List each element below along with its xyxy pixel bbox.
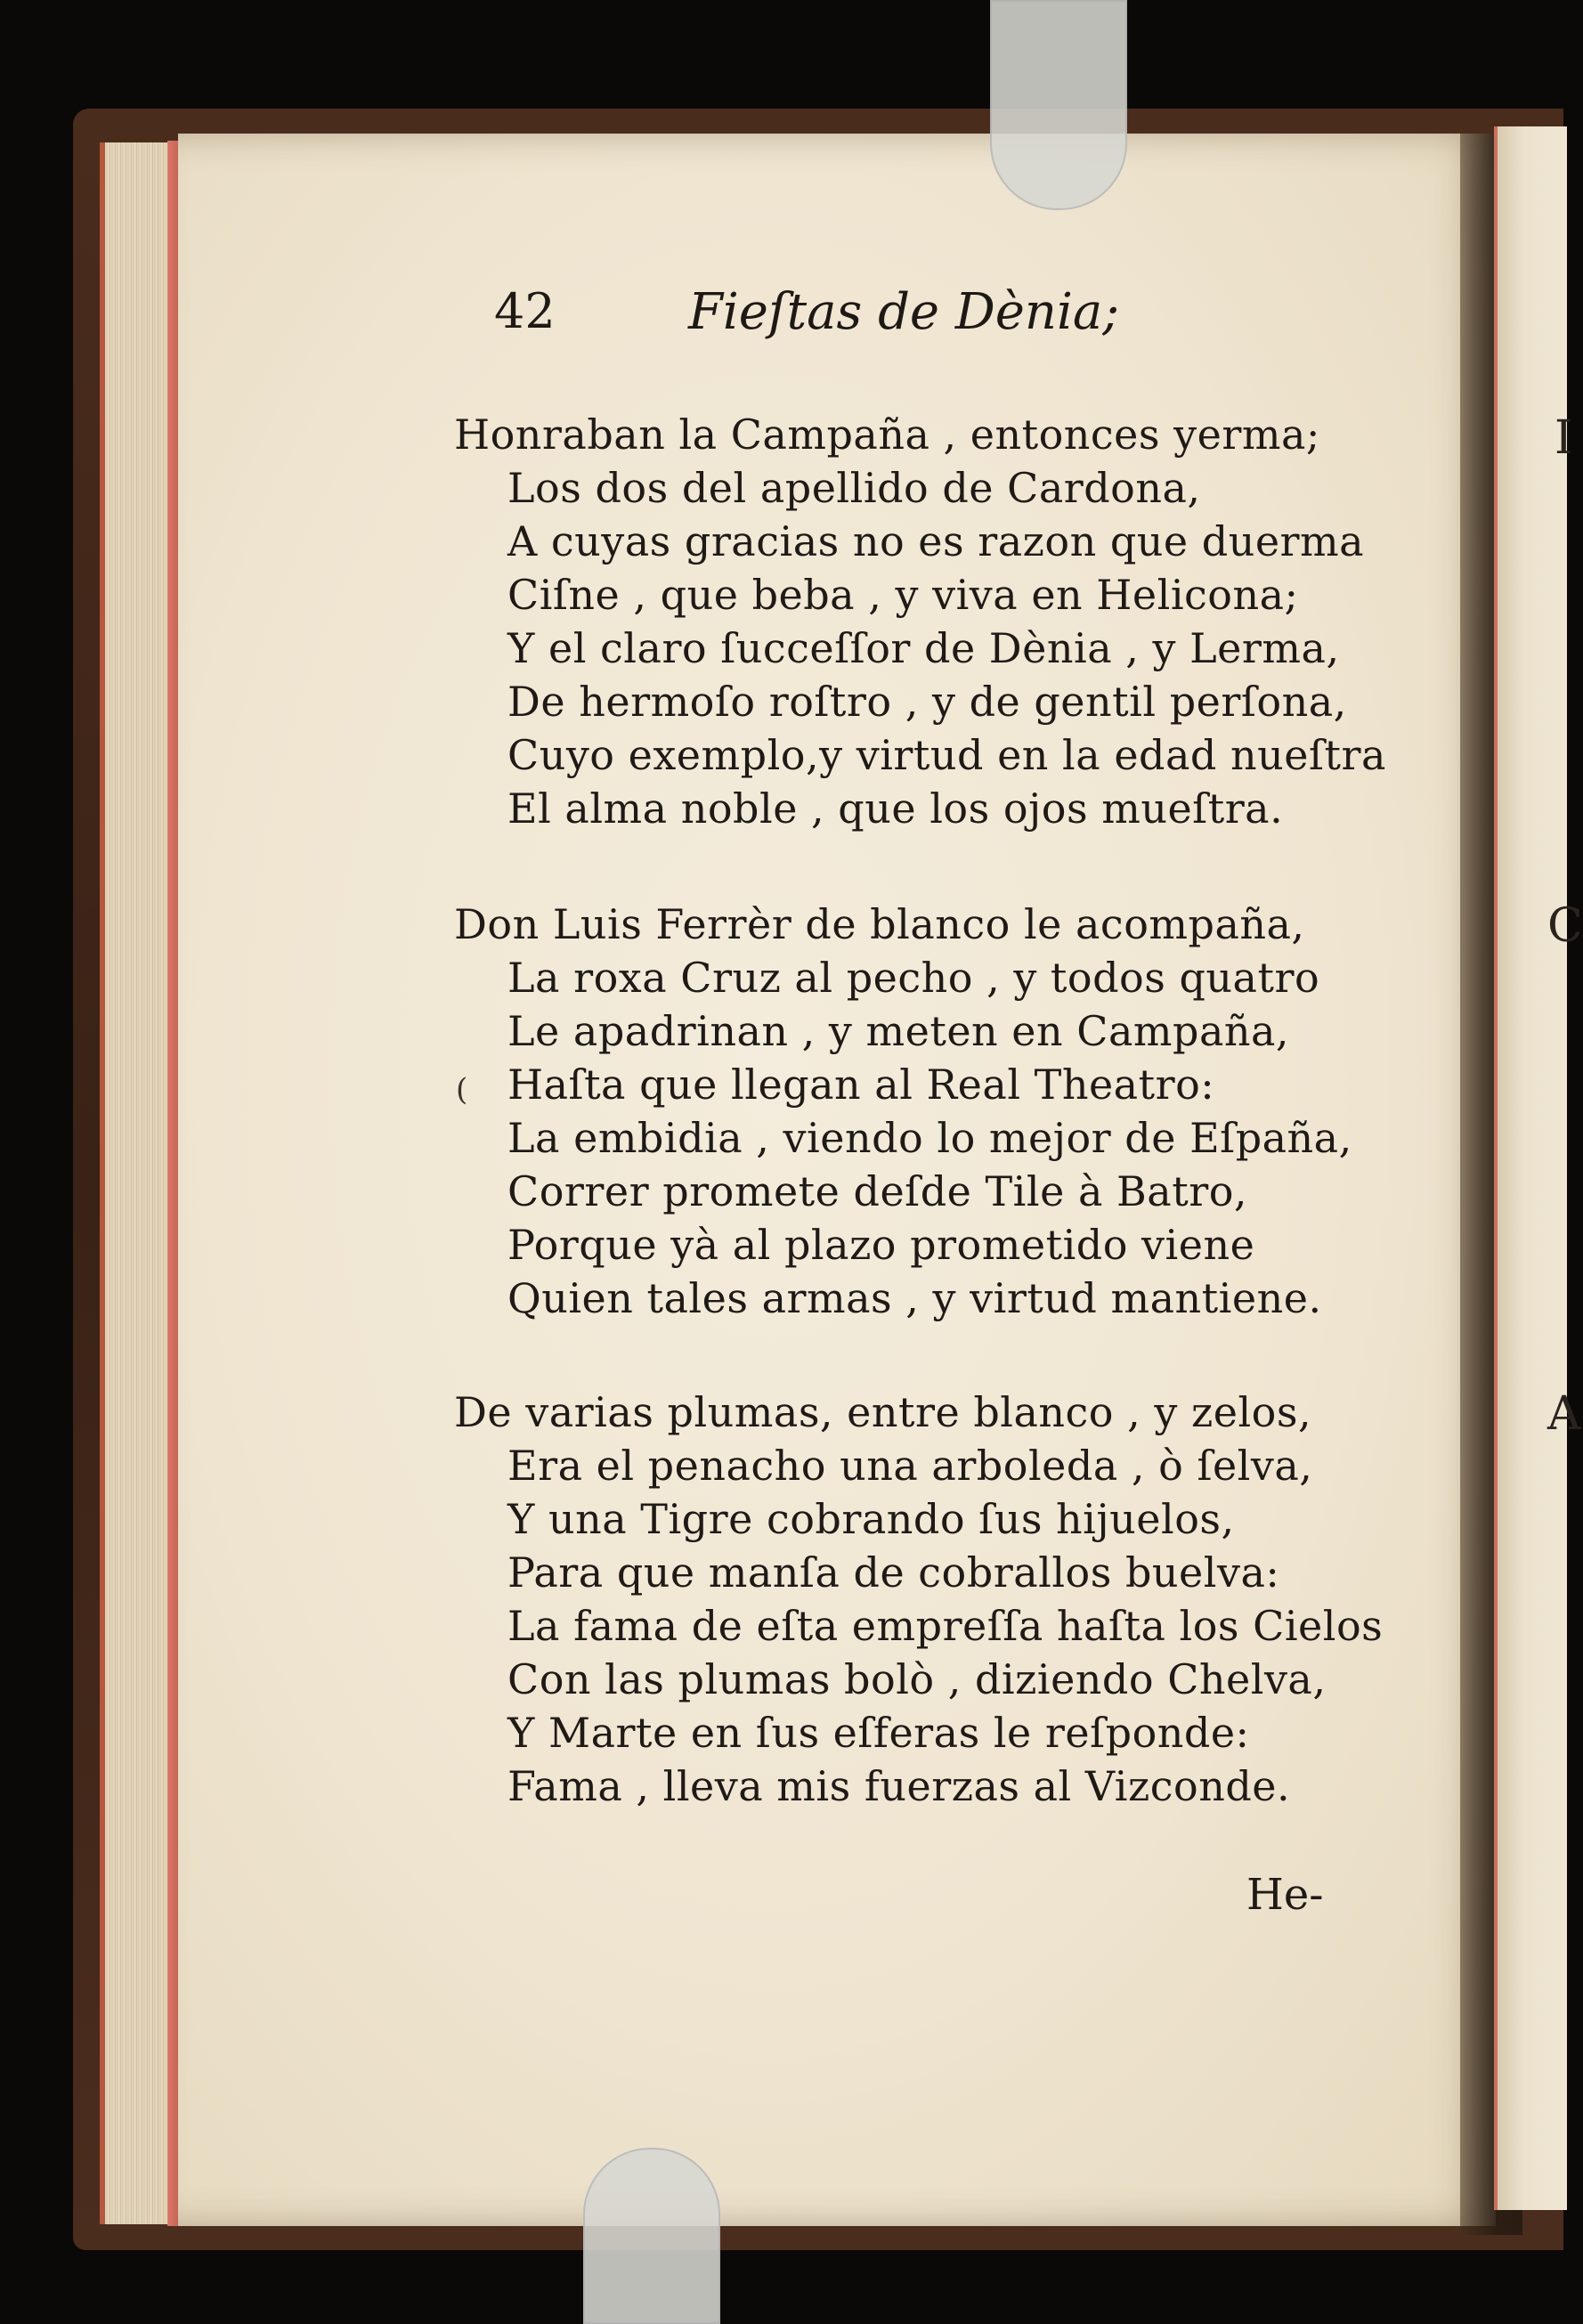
verse-line: Porque yà al plazo prometido viene [507, 1221, 1255, 1269]
verse-line: Era el penacho una arboleda , ò ſelva, [507, 1442, 1313, 1490]
page-clip-top [990, 0, 1127, 210]
verse-line: Don Luis Ferrèr de blanco le acompaña, [454, 900, 1305, 948]
verse-line: Con las plumas bolò , diziendo Chelva, [507, 1655, 1327, 1703]
verse-line: Cuyo exemplo,y virtud en la edad nueſtra [507, 731, 1386, 779]
next-page-glyph: I [1555, 411, 1573, 465]
verse-line: El alma noble , que los ojos mueſtra. [507, 784, 1284, 833]
running-title: Fieſtas de Dènia; [688, 283, 1120, 341]
verse-line: Y Marte en ſus eſferas le reſponde: [507, 1709, 1250, 1757]
next-page-glyph: A [1547, 1387, 1581, 1441]
verse-line: Correr promete deſde Tile à Batro, [507, 1167, 1248, 1215]
verse-line: Le apadrinan , y meten en Campaña, [507, 1007, 1290, 1055]
stanza-1 [454, 408, 1460, 835]
verse-line: La fama de eſta empreſſa haſta los Cielos [507, 1602, 1384, 1650]
page-clip-bottom [583, 2148, 720, 2324]
verse-line: Quien tales armas , y virtud mantiene. [507, 1274, 1322, 1322]
verse-line: La embidia , viendo lo mejor de Eſpaña, [507, 1114, 1352, 1162]
verse-line: De varias plumas, entre blanco , y zelos, [454, 1388, 1312, 1436]
verse-line: A cuyas gracias no es razon que duerma [507, 517, 1365, 565]
verse-line: Los dos del apellido de Cardona, [507, 464, 1201, 512]
verse-line: Fama , lleva mis fuerzas al Vizconde. [507, 1762, 1291, 1810]
stray-mark: ( [456, 1072, 468, 1108]
verse-line: Y el claro ſucceſſor de Dènia , y Lerma, [507, 624, 1340, 672]
page-number: 42 [494, 283, 556, 339]
verse-line: La roxa Cruz al pecho , y todos quatro [507, 954, 1320, 1002]
page-header [494, 283, 1206, 354]
catchword: He- [1246, 1870, 1324, 1920]
verse-line: Y una Tigre cobrando ſus hijuelos, [507, 1495, 1235, 1543]
verse-line: De hermoſo roſtro , y de gentil perſona, [507, 678, 1347, 726]
stanza-2 [454, 898, 1460, 1325]
verse-line: Ciſne , que beba , y viva en Helicona; [507, 571, 1299, 619]
verse-line: Honraban la Campaña , entonces yerma; [454, 410, 1320, 459]
verse-line: Haſta que llegan al Real Theatro: [507, 1060, 1215, 1109]
next-page-glyph: C [1547, 899, 1583, 953]
stanza-3 [454, 1385, 1460, 1813]
verse-line: Para que manſa de cobrallos buelva: [507, 1548, 1280, 1597]
